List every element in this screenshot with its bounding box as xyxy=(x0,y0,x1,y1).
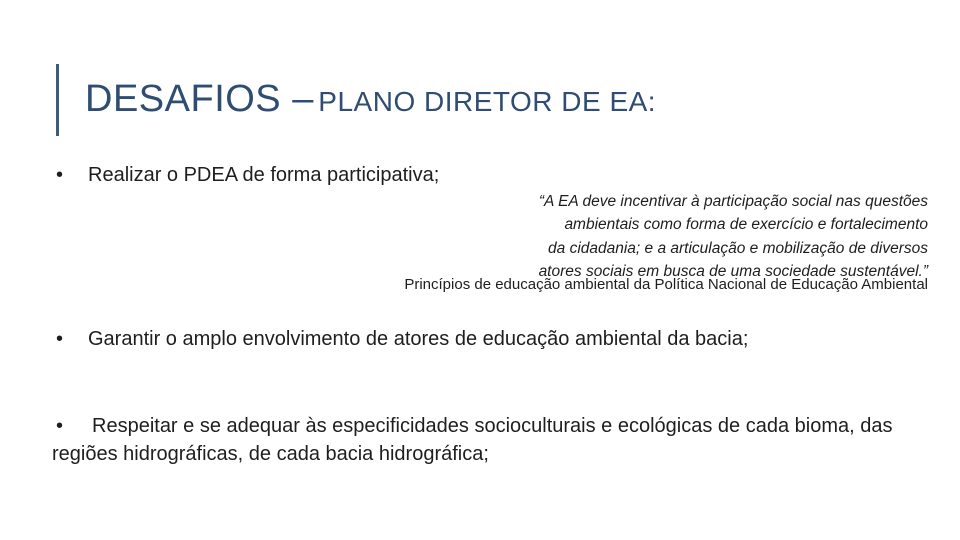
bullet-marker: • xyxy=(56,164,64,186)
quote-line: ambientais como forma de exercício e fortalecimento xyxy=(564,216,928,234)
bullet-item-1 xyxy=(56,164,439,187)
slide-title xyxy=(85,78,656,121)
bullet-text: Realizar o PDEA de forma participativa; xyxy=(88,164,440,186)
bullet-item-2 xyxy=(56,328,748,351)
title-sub: PLANO DIRETOR DE EA: xyxy=(318,86,657,117)
quote-line: da cidadania; e a articulação e mobilização de diversos xyxy=(548,239,928,257)
quote-source: Princípios de educação ambiental da Política Nacional de Educação Ambiental xyxy=(404,276,928,293)
bullet-text: Respeitar e se adequar às especificidades socioculturais e ecológicas de cada bioma, das regiões hidrográficas, de cada bacia hidrográfica; xyxy=(52,415,893,465)
quote-line: atores sociais em busca de uma sociedade sustentável.” xyxy=(538,262,928,280)
bullet-marker: • xyxy=(56,415,64,437)
quote-block xyxy=(408,190,928,283)
quote-line: “A EA deve incentivar à participação social nas questões xyxy=(538,193,928,210)
bullet-marker: • xyxy=(56,328,64,350)
title-main: DESAFIOS – xyxy=(85,78,314,120)
title-accent-bar xyxy=(56,64,59,136)
bullet-item-3 xyxy=(52,412,932,468)
bullet-text: Garantir o amplo envolvimento de atores de educação ambiental da bacia; xyxy=(88,328,749,350)
